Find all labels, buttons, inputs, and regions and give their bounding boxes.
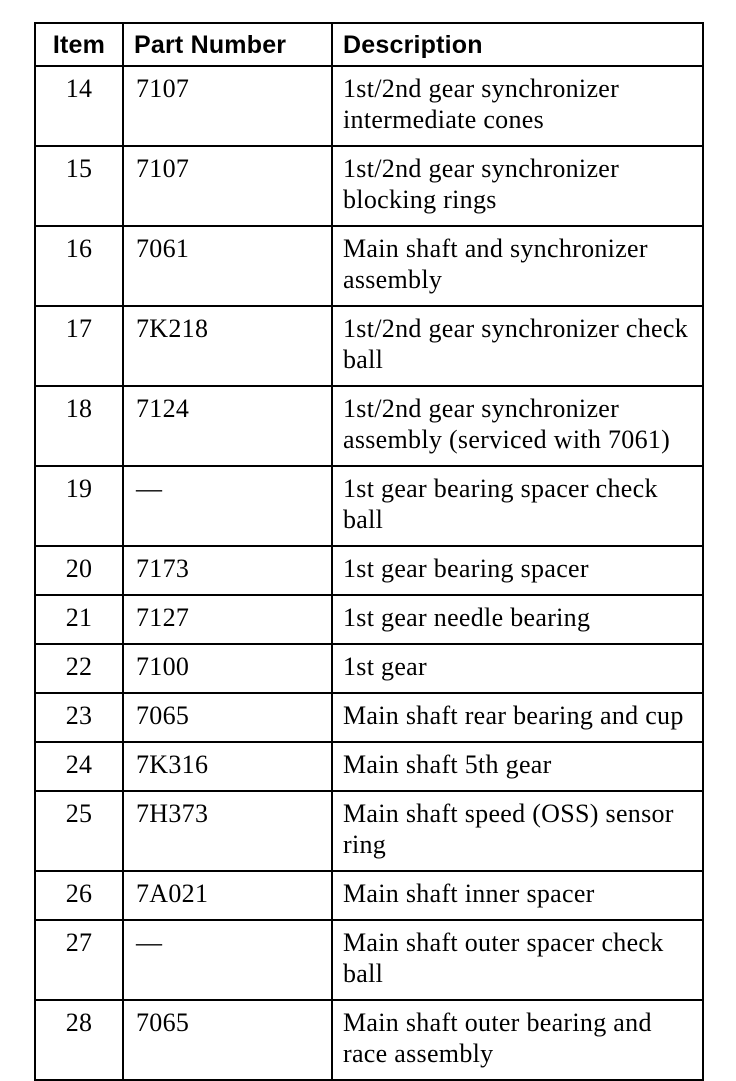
item-cell: 18 <box>35 386 123 466</box>
table-row <box>35 466 703 546</box>
item-cell: 21 <box>35 595 123 644</box>
item-cell: 24 <box>35 742 123 791</box>
item-cell: 23 <box>35 693 123 742</box>
part-number-cell: 7065 <box>123 693 332 742</box>
part-number-cell: 7127 <box>123 595 332 644</box>
item-cell: 26 <box>35 871 123 920</box>
item-cell: 25 <box>35 791 123 871</box>
header-row <box>35 23 703 66</box>
part-number-cell: — <box>123 466 332 546</box>
item-cell: 17 <box>35 306 123 386</box>
item-cell: 19 <box>35 466 123 546</box>
part-number-cell: 7107 <box>123 66 332 146</box>
item-cell: 22 <box>35 644 123 693</box>
item-cell: 14 <box>35 66 123 146</box>
description-cell: 1st/2nd gear synchronizer blocking rings <box>332 146 703 226</box>
table-row <box>35 644 703 693</box>
table-row <box>35 1000 703 1080</box>
table-row <box>35 693 703 742</box>
item-cell: 15 <box>35 146 123 226</box>
table-row <box>35 386 703 466</box>
description-cell: 1st/2nd gear synchronizer check ball <box>332 306 703 386</box>
item-cell: 28 <box>35 1000 123 1080</box>
part-number-cell: 7K316 <box>123 742 332 791</box>
table-row <box>35 742 703 791</box>
parts-table <box>34 22 704 1081</box>
table-row <box>35 66 703 146</box>
item-cell: 27 <box>35 920 123 1000</box>
description-cell: Main shaft speed (OSS) sensor ring <box>332 791 703 871</box>
description-cell: Main shaft outer spacer check ball <box>332 920 703 1000</box>
description-cell: Main shaft rear bearing and cup <box>332 693 703 742</box>
part-number-cell: 7100 <box>123 644 332 693</box>
table-row <box>35 871 703 920</box>
part-number-cell: 7124 <box>123 386 332 466</box>
description-cell: 1st gear needle bearing <box>332 595 703 644</box>
table-row <box>35 595 703 644</box>
description-cell: Main shaft and synchronizer assembly <box>332 226 703 306</box>
table-row <box>35 226 703 306</box>
description-cell: Main shaft outer bearing and race assembly <box>332 1000 703 1080</box>
part-number-cell: 7A021 <box>123 871 332 920</box>
part-number-cell: 7173 <box>123 546 332 595</box>
part-number-cell: 7065 <box>123 1000 332 1080</box>
table-row <box>35 546 703 595</box>
table-row <box>35 306 703 386</box>
header-description: Description <box>332 23 703 66</box>
description-cell: 1st gear bearing spacer <box>332 546 703 595</box>
item-cell: 20 <box>35 546 123 595</box>
description-cell: 1st/2nd gear synchronizer assembly (serviced with 7061) <box>332 386 703 466</box>
header-item: Item <box>35 23 123 66</box>
item-cell: 16 <box>35 226 123 306</box>
header-part-number: Part Number <box>123 23 332 66</box>
description-cell: 1st gear bearing spacer check ball <box>332 466 703 546</box>
table-header <box>35 23 703 66</box>
table-row <box>35 146 703 226</box>
part-number-cell: 7061 <box>123 226 332 306</box>
table-body <box>35 66 703 1080</box>
description-cell: 1st gear <box>332 644 703 693</box>
part-number-cell: 7K218 <box>123 306 332 386</box>
part-number-cell: — <box>123 920 332 1000</box>
description-cell: Main shaft 5th gear <box>332 742 703 791</box>
table-row <box>35 791 703 871</box>
part-number-cell: 7107 <box>123 146 332 226</box>
part-number-cell: 7H373 <box>123 791 332 871</box>
table-row <box>35 920 703 1000</box>
description-cell: 1st/2nd gear synchronizer intermediate cones <box>332 66 703 146</box>
description-cell: Main shaft inner spacer <box>332 871 703 920</box>
